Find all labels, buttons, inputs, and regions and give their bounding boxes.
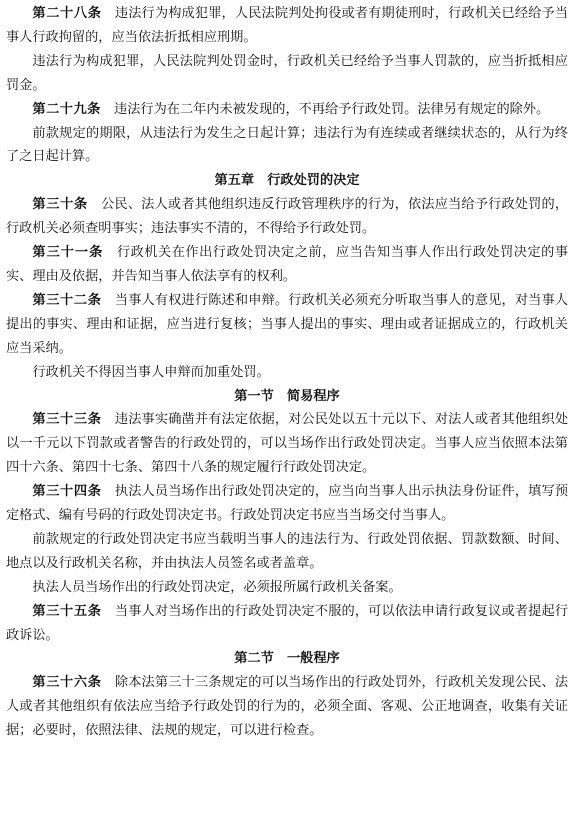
paragraph-text: 违法事实确凿并有法定依据，对公民处以五十元以下、对法人或者其他组织处以一千元以下罚款或者警告的行政处罚的，可以当场作出行政处罚决定。当事人应当依照本法第四十六条、第四十七条、第四十八条的规定履行行政处罚决定。 (6, 412, 569, 476)
article-paragraph (6, 671, 568, 743)
article-number: 第三十二条 (32, 292, 102, 308)
article-paragraph (6, 98, 568, 122)
article-paragraph (6, 241, 568, 289)
article-number: 第三十一条 (32, 245, 104, 261)
body-paragraph (6, 576, 568, 600)
section-heading: 第一节 简易程序 (234, 388, 340, 404)
paragraph-text: 执法人员当场作出的行政处罚决定，必须报所属行政机关备案。 (32, 579, 402, 595)
article-number: 第三十条 (32, 197, 88, 213)
article-paragraph (6, 193, 568, 241)
article-number: 第三十六条 (32, 675, 102, 691)
paragraph-text: 行政机关在作出行政处罚决定之前，应当告知当事人作出行政处罚决定的事实、理由及依据，并告知当事人依法享有的权利。 (6, 245, 569, 284)
article-paragraph (6, 408, 568, 480)
document-page (6, 2, 568, 743)
article-paragraph (6, 2, 568, 50)
paragraph-text: 除本法第三十三条规定的可以当场作出的行政处罚外，行政机关发现公民、法人或者其他组织有依法应当给予行政处罚的行为的，必须全面、客观、公正地调查，收集有关证据；必要时，依照法律、法规的规定，可以进行检查。 (6, 675, 569, 739)
paragraph-text: 前款规定的行政处罚决定书应当载明当事人的违法行为、行政处罚依据、罚款数额、时间、地点以及行政机关名称，并由执法人员签名或者盖章。 (6, 531, 568, 571)
paragraph-text: 当事人有权进行陈述和申辩。行政机关必须充分听取当事人的意见，对当事人提出的事实、理由和证据，应当进行复核；当事人提出的事实、理由或者证据成立的，行政机关应当采纳。 (6, 292, 569, 356)
article-number: 第二十八条 (32, 6, 102, 21)
body-paragraph (6, 528, 568, 576)
paragraph-text: 执法人员当场作出行政处罚决定的，应当向当事人出示执法身份证件，填写预定格式、编有号码的行政处罚决定书。行政处罚决定书应当当场交付当事人。 (6, 484, 569, 524)
article-paragraph (6, 600, 568, 648)
paragraph-text: 行政机关不得因当事人申辩而加重处罚。 (32, 364, 270, 380)
article-number: 第二十九条 (32, 101, 101, 117)
body-paragraph (6, 50, 568, 98)
paragraph-text: 公民、法人或者其他组织违反行政管理秩序的行为，依法应当给予行政处罚的，行政机关必须查明事实；违法事实不清的，不得给予行政处罚。 (6, 197, 569, 237)
section-heading: 第二节 一般程序 (234, 651, 340, 667)
paragraph-text: 当事人对当场作出的行政处罚决定不服的，可以依法申请行政复议或者提起行政诉讼。 (6, 603, 569, 643)
article-paragraph (6, 480, 568, 528)
body-paragraph (6, 361, 568, 385)
paragraph-text: 违法行为在二年内未被发现的，不再给予行政处罚。法律另有规定的除外。 (114, 101, 550, 117)
paragraph-text: 违法行为构成犯罪，人民法院判处罚金时，行政机关已经给予当事人罚款的，应当折抵相应罚金。 (6, 53, 568, 93)
paragraph-text: 违法行为构成犯罪，人民法院判处拘役或者有期徒刑时，行政机关已经给予当事人行政拘留的，应当依法折抵相应刑期。 (6, 6, 569, 45)
article-paragraph (6, 289, 568, 361)
section-heading: 第五章 行政处罚的决定 (214, 173, 360, 189)
article-number: 第三十四条 (32, 484, 102, 500)
article-number: 第三十三条 (32, 412, 102, 428)
article-number: 第三十五条 (32, 603, 102, 619)
paragraph-text: 前款规定的期限，从违法行为发生之日起计算；违法行为有连续或者继续状态的，从行为终了之日起计算。 (6, 125, 568, 165)
body-paragraph (6, 122, 568, 170)
